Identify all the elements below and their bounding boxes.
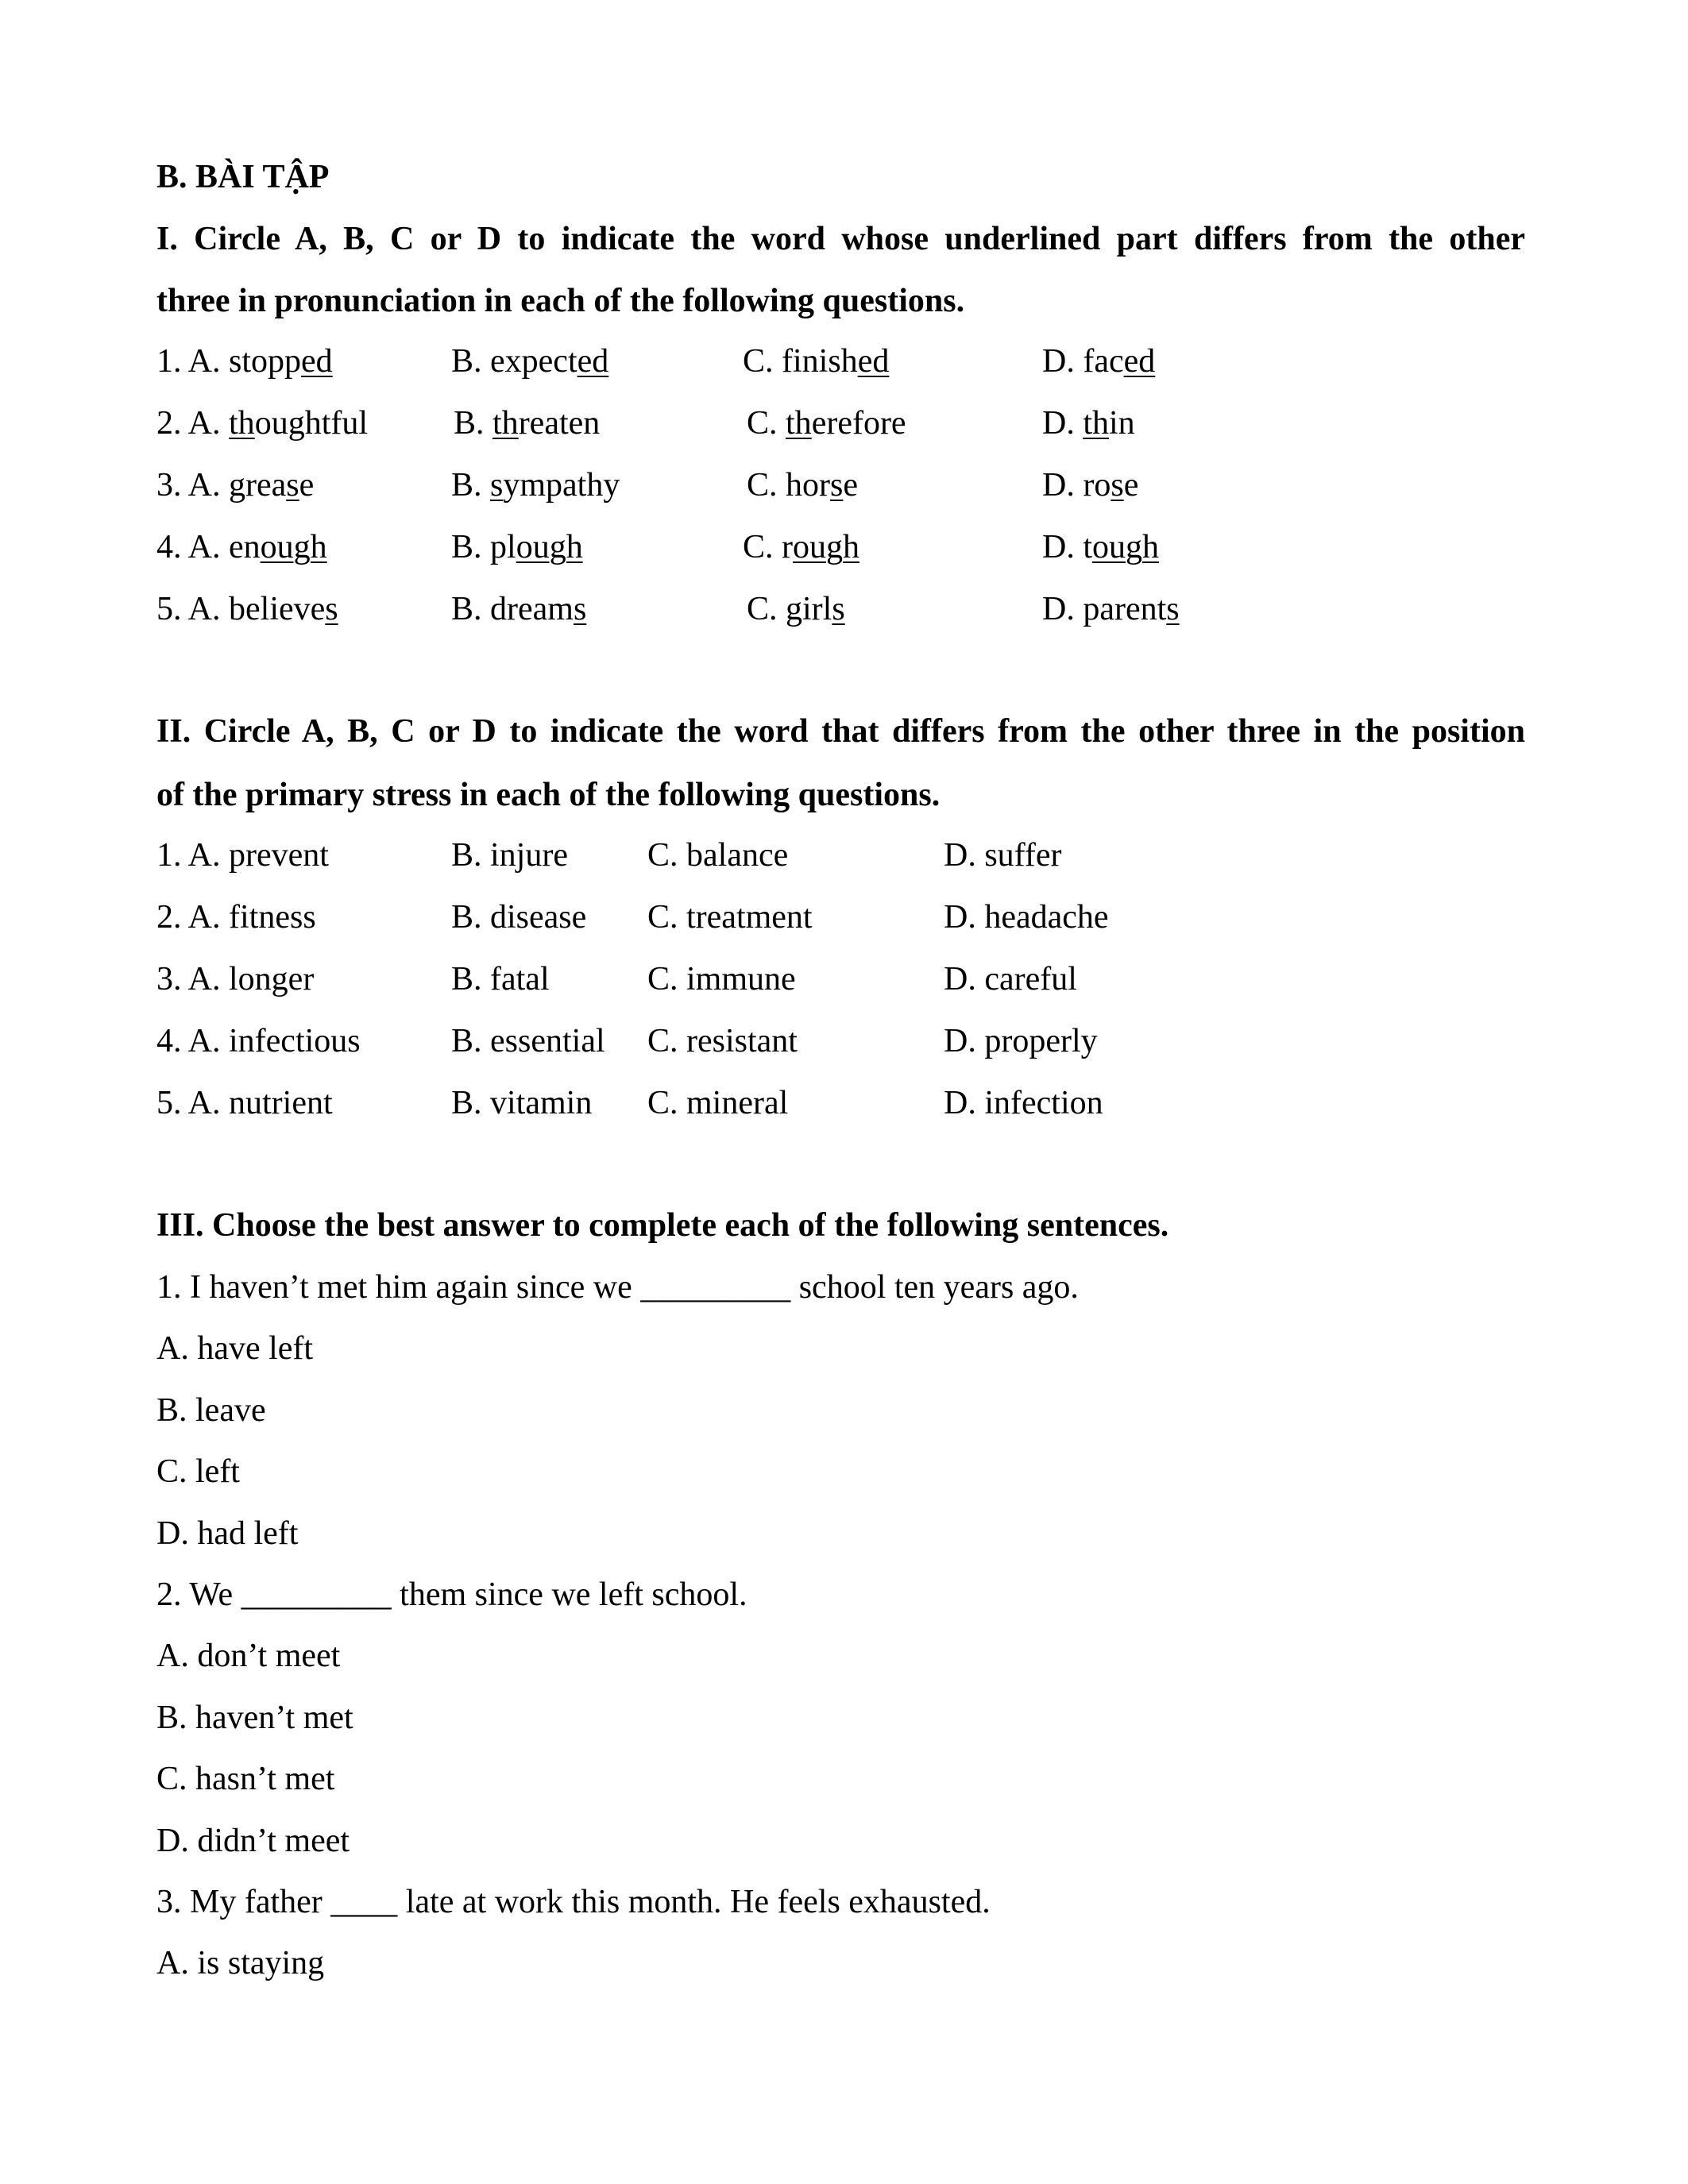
underlined-part: th	[229, 405, 255, 442]
part2-instruction-line2: of the primary stress in each of the following questions.	[156, 777, 941, 813]
option-text: C. r	[743, 529, 793, 565]
section-title: B. BÀI TẬP	[156, 159, 330, 195]
option-text: D. parent	[1042, 591, 1167, 627]
option-text-rest: e	[299, 467, 315, 504]
underlined-part: ed	[857, 343, 890, 380]
option-text: D. fac	[1042, 343, 1124, 380]
part2-q3-option-d[interactable]: D. careful	[944, 961, 1077, 997]
part2-instruction-line1: II. Circle A, B, C or D to indicate the word that differs from the other three in the position	[156, 713, 1525, 750]
underlined-part: s	[490, 467, 504, 504]
part2-q5-option-d[interactable]: D. infection	[944, 1085, 1103, 1121]
underlined-part: th	[1083, 405, 1110, 442]
part3-question: 2. We _________ them since we left school.	[156, 1576, 747, 1613]
underlined-part: s	[286, 467, 299, 504]
part1-q2-option-b[interactable]	[454, 407, 600, 440]
part2-q4-option-c[interactable]: C. resistant	[647, 1023, 798, 1059]
option-text-rest: erefore	[811, 405, 906, 442]
underlined-part: ed	[577, 343, 609, 380]
option-text-rest: oughtful	[254, 405, 369, 442]
option-text: B. expect	[451, 343, 577, 380]
part1-q4-option-c[interactable]	[743, 531, 859, 564]
part2-q2-option-b[interactable]: B. disease	[451, 899, 587, 936]
underlined-part: ough	[1092, 529, 1159, 565]
part2-q1-option-b[interactable]: B. injure	[451, 837, 568, 874]
underlined-part: s	[1111, 467, 1124, 504]
option-text: C. hor	[747, 467, 830, 504]
part3-answer-option[interactable]: B. leave	[156, 1392, 266, 1429]
part3-answer-option[interactable]: B. haven’t met	[156, 1700, 353, 1736]
part2-q1-option-a[interactable]: 1. A. prevent	[156, 837, 329, 874]
part1-q1-option-d[interactable]	[1042, 345, 1155, 378]
option-text: B. pl	[451, 529, 516, 565]
part3-answer-option[interactable]: A. have left	[156, 1330, 314, 1367]
part2-q5-option-c[interactable]: C. mineral	[647, 1085, 789, 1121]
option-text: D.	[1042, 405, 1083, 442]
part3-answer-option[interactable]: D. didn’t meet	[156, 1823, 350, 1859]
underlined-part: s	[832, 591, 845, 627]
option-text: 1. A. stopp	[156, 343, 302, 380]
part2-q4-option-a[interactable]: 4. A. infectious	[156, 1023, 361, 1059]
part2-q5-option-a[interactable]: 5. A. nutrient	[156, 1085, 333, 1121]
part1-q4-option-a[interactable]	[156, 531, 327, 564]
option-text-rest: in	[1109, 405, 1135, 442]
option-text: C. finish	[743, 343, 858, 380]
option-text: D. t	[1042, 529, 1092, 565]
underlined-part: ed	[1123, 343, 1156, 380]
option-text: C. girl	[747, 591, 832, 627]
part1-q1-option-c[interactable]	[743, 345, 889, 378]
option-text: B. dream	[451, 591, 574, 627]
part1-q5-option-c[interactable]	[747, 592, 845, 626]
part1-q2-option-a[interactable]	[156, 407, 368, 440]
part1-q1-option-b[interactable]	[451, 345, 608, 378]
underlined-part: th	[492, 405, 519, 442]
part3-answer-option[interactable]: A. is staying	[156, 1945, 325, 1981]
part1-q5-option-a[interactable]	[156, 592, 338, 626]
option-text: 5. A. believe	[156, 591, 326, 627]
part1-q3-option-c[interactable]	[747, 469, 858, 502]
underlined-part: ed	[301, 343, 333, 380]
part1-q3-option-b[interactable]	[451, 469, 620, 502]
part2-q4-option-d[interactable]: D. properly	[944, 1023, 1098, 1059]
part1-q1-option-a[interactable]	[156, 345, 333, 378]
part1-q4-option-b[interactable]	[451, 531, 583, 564]
part2-q4-option-b[interactable]: B. essential	[451, 1023, 605, 1059]
part2-q2-option-c[interactable]: C. treatment	[647, 899, 813, 936]
part3-answer-option[interactable]: C. hasn’t met	[156, 1761, 335, 1797]
part2-q3-option-a[interactable]: 3. A. longer	[156, 961, 315, 997]
option-text: D. ro	[1042, 467, 1111, 504]
option-text-rest: e	[843, 467, 859, 504]
part2-q2-option-d[interactable]: D. headache	[944, 899, 1109, 936]
underlined-part: ough	[793, 529, 859, 565]
option-text: 2. A.	[156, 405, 230, 442]
part1-q4-option-d[interactable]	[1042, 531, 1159, 564]
part1-q2-option-d[interactable]	[1042, 407, 1135, 440]
option-text-rest: ympathy	[503, 467, 620, 504]
option-text: B.	[451, 467, 491, 504]
option-text-rest: e	[1123, 467, 1139, 504]
underlined-part: s	[325, 591, 338, 627]
part2-q1-option-d[interactable]: D. suffer	[944, 837, 1062, 874]
underlined-part: s	[830, 467, 844, 504]
part2-q5-option-b[interactable]: B. vitamin	[451, 1085, 593, 1121]
underlined-part: th	[786, 405, 812, 442]
option-text: 3. A. grea	[156, 467, 287, 504]
option-text: 4. A. en	[156, 529, 261, 565]
part1-q3-option-a[interactable]	[156, 469, 314, 502]
part3-answer-option[interactable]: A. don’t meet	[156, 1638, 341, 1674]
part1-instruction-line2: three in pronunciation in each of the following questions.	[156, 283, 965, 319]
option-text: B.	[454, 405, 493, 442]
part3-answer-option[interactable]: C. left	[156, 1453, 240, 1490]
underlined-part: s	[1166, 591, 1180, 627]
part1-instruction-line1: I. Circle A, B, C or D to indicate the word whose underlined part differs from the other	[156, 221, 1525, 257]
part2-q3-option-b[interactable]: B. fatal	[451, 961, 550, 997]
part3-answer-option[interactable]: D. had left	[156, 1515, 299, 1552]
underlined-part: s	[573, 591, 587, 627]
part1-q2-option-c[interactable]	[747, 407, 906, 440]
underlined-part: ough	[260, 529, 327, 565]
part1-q5-option-b[interactable]	[451, 592, 586, 626]
part3-question: 3. My father ____ late at work this month. He feels exhausted.	[156, 1884, 991, 1920]
part3-question: 1. I haven’t met him again since we _________ school ten years ago.	[156, 1269, 1079, 1306]
underlined-part: ough	[516, 529, 583, 565]
option-text: C.	[747, 405, 786, 442]
option-text-rest: reaten	[518, 405, 601, 442]
part2-q2-option-a[interactable]: 2. A. fitness	[156, 899, 316, 936]
part2-q1-option-c[interactable]: C. balance	[647, 837, 789, 874]
part3-instruction: III. Choose the best answer to complete each of the following sentences.	[156, 1207, 1169, 1244]
part1-q3-option-d[interactable]	[1042, 469, 1138, 502]
part1-q5-option-d[interactable]	[1042, 592, 1180, 626]
part2-q3-option-c[interactable]: C. immune	[647, 961, 796, 997]
